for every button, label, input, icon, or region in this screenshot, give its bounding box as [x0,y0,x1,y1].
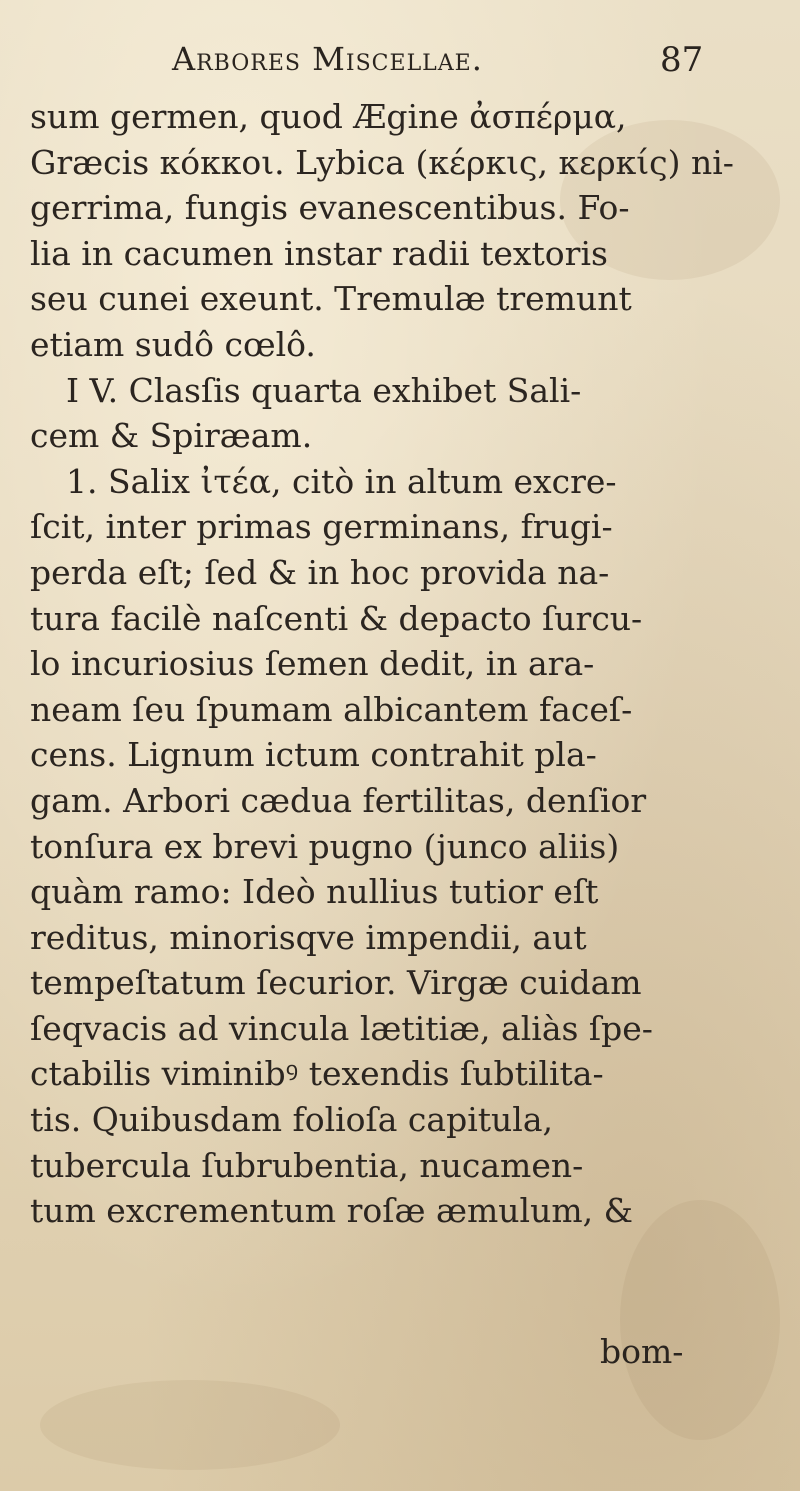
text-line: tonſura ex brevi pugno (junco aliis) [30,826,620,866]
page-number: 87 [660,40,704,80]
paper-stain [40,1380,340,1470]
text-line: gam. Arbori cædua fertilitas, denſior [30,780,647,820]
text-line: ſcit, inter primas germinans, frugi- [30,507,613,547]
text-line: tis. Quibusdam folioſa capitula, [30,1100,553,1140]
text-line: tubercula ſubrubentia, nucamen- [30,1145,584,1185]
text-line: tura facilè naſcenti & depacto ſurcu- [30,598,643,638]
page-header [0,34,800,84]
text-line: cem & Spiræam. [30,416,313,456]
text-line: gerrima, fungis evanescentibus. Fo- [30,188,630,228]
text-line: Græcis κόκκοι. Lybica (κέρκις, κερκίς) ni- [30,142,734,182]
text-line: sum germen, quod Ægine ἀσπέρμα, [30,97,627,136]
text-line: quàm ramo: Ideò nullius tutior eſt [30,872,599,912]
paper-stain [620,1200,780,1440]
text-line: lia in cacumen instar radii textoris [30,233,608,273]
paragraph-start-line: 1. Salix ἰτέα, citò in altum excre- [66,461,617,501]
text-line: perda eſt; ſed & in hoc provida na- [30,552,610,592]
text-line: etiam sudô cœlô. [30,324,316,364]
text-line: neam ſeu ſpumam albicantem faceſ- [30,689,633,729]
text-line: ſeqvacis ad vincula lætitiæ, aliàs ſpe- [30,1008,653,1048]
section-heading-line: I V. Clasſis quarta exhibet Sali- [66,370,582,410]
text-line: lo incuriosius ſemen dedit, in ara- [30,644,595,684]
text-line: tempeſtatum ſecurior. Virgæ cuidam [30,963,642,1003]
text-line: ctabilis viminibꝰ texendis ſubtilita- [30,1054,604,1094]
body-text [30,94,770,1234]
catchword: bom- [600,1332,684,1371]
text-line: reditus, minorisqve impendii, aut [30,917,587,957]
text-line: cens. Lignum ictum contrahit pla- [30,735,597,775]
text-line: tum excrementum roſæ æmulum, & [30,1191,633,1231]
running-title: Arbores Miscellae. [172,40,483,78]
text-line: seu cunei exeunt. Tremulæ tremunt [30,279,632,319]
